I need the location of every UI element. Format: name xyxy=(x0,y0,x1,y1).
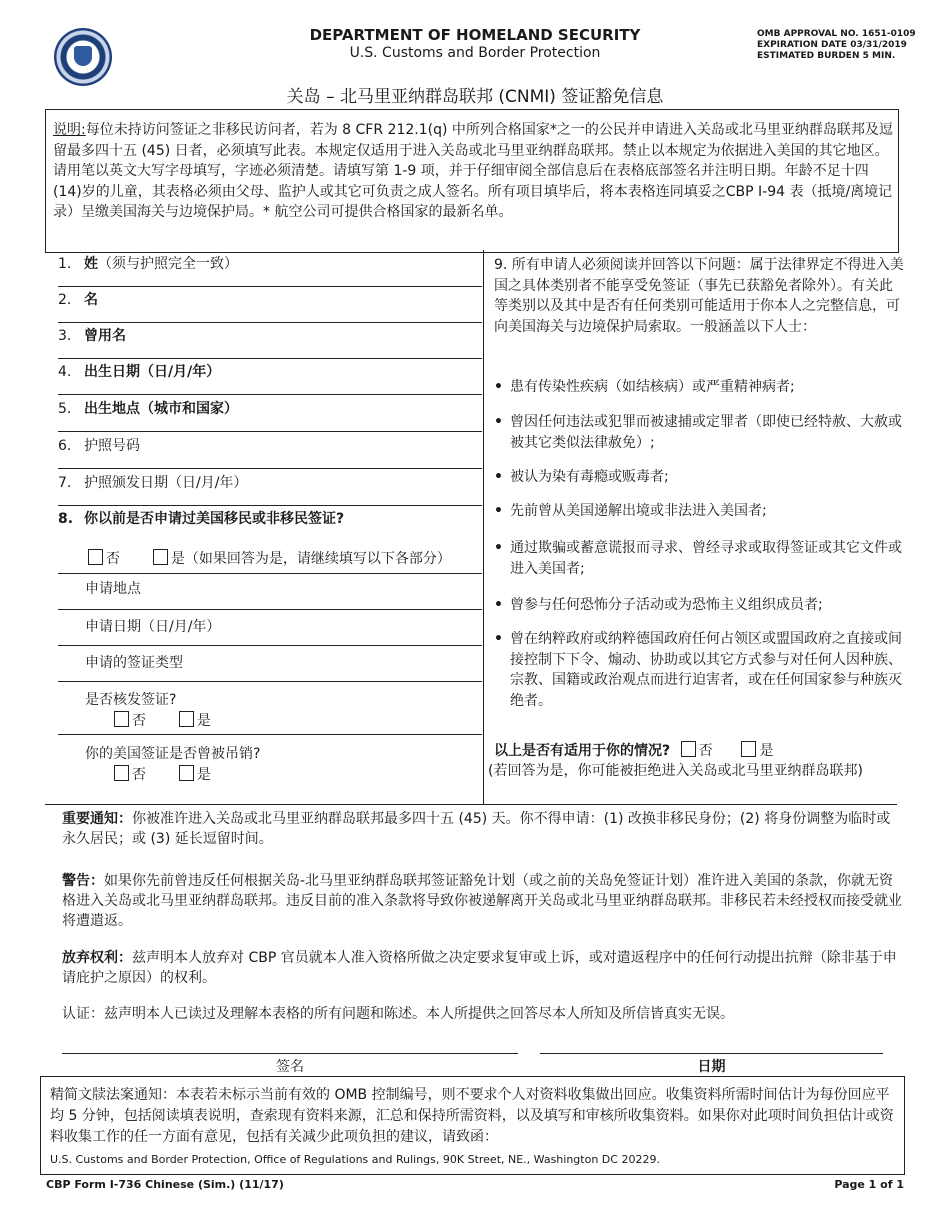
q8-rule xyxy=(58,573,482,574)
field-label-text: 曾用名 xyxy=(84,328,126,344)
paperwork-notice-box xyxy=(40,1076,905,1175)
waiver-notice-text: 兹声明本人放弃对 CBP 官员就本人准入资格所做之决定要求复审或上诉，或对遣返程序中的任何行动提出抗辩（除非基于申请庇护之原因）的权利。 xyxy=(62,950,897,986)
q9-bullet-item: • 曾因任何违法或犯罪而被逮捕或定罪者（即使已经特赦、大赦或被其它类似法律赦免）; xyxy=(494,412,906,453)
q9-yes-label: 是 xyxy=(759,743,774,759)
visa-type-label: 申请的签证类型 xyxy=(85,655,183,671)
omb-expiration: EXPIRATION DATE 03/31/2019 xyxy=(757,40,907,50)
field-7-label xyxy=(58,472,247,492)
field-label-text: 护照颁发日期（日/月/年） xyxy=(84,475,248,491)
instructions-body: 每位未持访问签证之非移民访问者，若为 8 CFR 212.1(q) 中所列合格国家*之一的公民并申请进入关岛或北马里亚纳群岛联邦及逗留最多四十五 (45) 日者，必须填写此表。本规定仅适用于进入关岛或北马里亚纳群岛联邦。禁止以本规定为依据进入美国的其它地区。请用笔以英文大写字母填写，字迹必须清楚。请填写第 1-9 项，并于仔细审阅全部信息后在表格底部签名并注明日期。年龄不足十四(14)岁的儿童，其表格必须由父母、监护人或其它可负责之成人签名。所有项目填毕后，将本表格连同填妥之CBP I-94 表（抵境/离境记录）呈缴美国海关与边境保护局。* 航空公司可提供合格国家的最新名单。 xyxy=(53,122,893,220)
visa-revoked-yes-checkbox[interactable] xyxy=(179,765,194,781)
field-number: 1. xyxy=(58,256,72,272)
warning-notice-text: 如果你先前曾违反任何根据关岛-北马里亚纳群岛联邦签证豁免计划（或之前的关岛免签证计划）准许进入美国的条款，你就无资格进入关岛或北马里亚纳群岛联邦。违反目前的准入条款将导致你被递解离开关岛或北马里亚纳群岛联邦。非移民若未经授权而接受就业将遭遣返。 xyxy=(62,873,902,929)
q8-question: 8. 你以前是否申请过美国移民或非移民签证? xyxy=(58,511,345,527)
visa-issued-answers xyxy=(114,710,211,730)
field-label-text: 姓 xyxy=(84,256,98,272)
field-3-label xyxy=(58,325,126,345)
form-id: CBP Form I-736 Chinese (Sim.) (11/17) xyxy=(46,1178,284,1191)
q9-bullet-item: • 曾在纳粹政府或纳粹德国政府任何占领区或盟国政府之直接或间接控制下下令、煽动、协助或以其它方式参与对任何人因种族、宗教、国籍或政治观点而进行迫害者，或在任何国家参与种族灭绝者。 xyxy=(494,629,906,711)
field-7-input[interactable] xyxy=(58,505,482,506)
instructions-box xyxy=(45,109,899,253)
omb-burden: ESTIMATED BURDEN 5 MIN. xyxy=(757,51,896,61)
field-2-label xyxy=(58,289,98,309)
field-3-input[interactable] xyxy=(58,358,482,359)
q8-yes-checkbox[interactable] xyxy=(153,549,168,565)
important-notice-label: 重要通知： xyxy=(62,811,132,827)
field-number: 4. xyxy=(58,364,72,380)
q9-bullet-item: • 先前曾从美国递解出境或非法进入美国者; xyxy=(494,501,906,522)
q9-no-label: 否 xyxy=(698,743,713,759)
q8-yes-label: 是（如果回答为是，请继续填写以下各部分） xyxy=(170,551,451,567)
q9-bullet-item: • 曾参与任何恐怖分子活动或为恐怖主义组织成员者; xyxy=(494,595,906,616)
field-1-label xyxy=(58,253,238,273)
paperwork-notice-text: 精简文牍法案通知：本表若未标示当前有效的 OMB 控制编号，则不要求个人对资料收集做出回应。收集资料所需时间估计为每份回应平均 5 分钟，包括阅读填表说明，查索现有资料来源，汇总和保持所需资料，以及填写和审核所收集资料。如果你对此项时间负担估计或资料收集工作的任一方面有意见，包括有关减少此项负担的建议，请致函： xyxy=(50,1087,894,1145)
dhs-seal-icon xyxy=(54,28,112,86)
field-note: （须与护照完全一致） xyxy=(98,256,238,272)
q9-bullet-item: • 被认为染有毒瘾或贩毒者; xyxy=(494,467,906,488)
certification-text: 认证：兹声明本人已读过及理解本表格的所有问题和陈述。本人所提供之回答尽本人所知及所信皆真实无误。 xyxy=(62,1006,734,1022)
visa-issued-label: 是否核发签证? xyxy=(85,692,177,708)
important-notice-text: 你被准许进入关岛或北马里亚纳群岛联邦最多四十五 (45) 天。你不得申请：(1) 改换非移民身份；(2) 将身份调整为临时或永久居民；或 (3) 延长逗留时间。 xyxy=(62,811,891,847)
page-number: Page 1 of 1 xyxy=(834,1178,904,1191)
warning-notice xyxy=(62,871,902,931)
signature-field[interactable] xyxy=(62,1053,518,1054)
visa-type-field[interactable] xyxy=(58,681,482,682)
field-4-input[interactable] xyxy=(58,394,482,395)
date-field[interactable] xyxy=(540,1053,883,1054)
q9-intro: 9. 所有申请人必须阅读并回答以下问题：属于法律界定不得进入美国之具体类别者不能享受免签证（事先已获豁免者除外）。有关此等类别以及其中是否有任何类别可能适用于你本人之完整信息，可向美国海关与边境保护局索取。一般涵盖以下人士： xyxy=(494,257,904,335)
field-6-input[interactable] xyxy=(58,468,482,469)
waiver-notice-label: 放弃权利： xyxy=(62,950,132,966)
q8-no-checkbox[interactable] xyxy=(88,549,103,565)
field-number: 2. xyxy=(58,292,72,308)
q9-applies xyxy=(494,740,773,760)
field-number: 6. xyxy=(58,438,72,454)
field-5-label xyxy=(58,398,238,418)
q9-note: (若回答为是，你可能被拒绝进入关岛或北马里亚纳群岛联邦) xyxy=(488,763,863,779)
field-label-text: 护照号码 xyxy=(84,438,140,454)
application-place-label: 申请地点 xyxy=(85,581,141,597)
questions-bottom-rule xyxy=(45,804,897,805)
date-label: 日期 xyxy=(697,1059,726,1075)
visa-issued-yes-label: 是 xyxy=(196,713,211,729)
department-name: DEPARTMENT OF HOMELAND SECURITY xyxy=(309,26,641,44)
visa-revoked-no-checkbox[interactable] xyxy=(114,765,129,781)
column-divider xyxy=(483,250,484,805)
visa-revoked-answers xyxy=(114,764,211,784)
visa-issued-no-label: 否 xyxy=(132,713,146,729)
field-1-input[interactable] xyxy=(58,286,482,287)
signature-label: 签名 xyxy=(276,1059,304,1075)
visa-issued-no-checkbox[interactable] xyxy=(114,711,129,727)
field-number: 3. xyxy=(58,328,72,344)
q8-answers xyxy=(88,548,451,568)
q9-bullet-item: • 通过欺骗或蓄意谎报而寻求、曾经寻求或取得签证或其它文件或进入美国者; xyxy=(494,538,906,579)
field-2-input[interactable] xyxy=(58,322,482,323)
field-label-text: 出生日期（日/月/年） xyxy=(84,364,221,380)
q9-yes-checkbox[interactable] xyxy=(741,741,756,757)
field-6-label xyxy=(58,435,140,455)
visa-issued-yes-checkbox[interactable] xyxy=(179,711,194,727)
application-date-label: 申请日期（日/月/年） xyxy=(85,619,221,635)
field-label-text: 出生地点（城市和国家） xyxy=(84,401,238,417)
application-date-field[interactable] xyxy=(58,645,482,646)
q9-applies-label: 以上是否有适用于你的情况? xyxy=(494,743,671,759)
visa-issued-rule xyxy=(58,734,482,735)
field-4-label xyxy=(58,361,220,381)
q9-bullet-item: • 患有传染性疾病（如结核病）或严重精神病者; xyxy=(494,377,906,398)
visa-revoked-label: 你的美国签证是否曾被吊销? xyxy=(85,746,261,762)
agency-name: U.S. Customs and Border Protection xyxy=(349,45,601,61)
instructions-label: 说明: xyxy=(53,122,86,138)
form-title: 关岛 – 北马里亚纳群岛联邦 (CNMI) 签证豁免信息 xyxy=(286,87,664,107)
field-label-text: 名 xyxy=(84,292,98,308)
q9-no-checkbox[interactable] xyxy=(681,741,696,757)
warning-notice-label: 警告： xyxy=(62,873,104,889)
q8-no-label: 否 xyxy=(106,551,120,567)
omb-info xyxy=(757,29,916,62)
visa-revoked-no-label: 否 xyxy=(132,767,146,783)
visa-revoked-yes-label: 是 xyxy=(196,767,211,783)
waiver-notice xyxy=(62,948,902,988)
instructions-text xyxy=(53,120,895,223)
field-number: 7. xyxy=(58,475,72,491)
omb-approval: OMB APPROVAL NO. 1651-0109 xyxy=(757,29,916,39)
field-number: 5. xyxy=(58,401,72,417)
application-place-field[interactable] xyxy=(58,609,482,610)
paperwork-notice-address: U.S. Customs and Border Protection, Office of Regulations and Rulings, 90K Street, NE., Washington DC 20229. xyxy=(50,1153,660,1166)
field-5-input[interactable] xyxy=(58,431,482,432)
important-notice xyxy=(62,809,902,849)
